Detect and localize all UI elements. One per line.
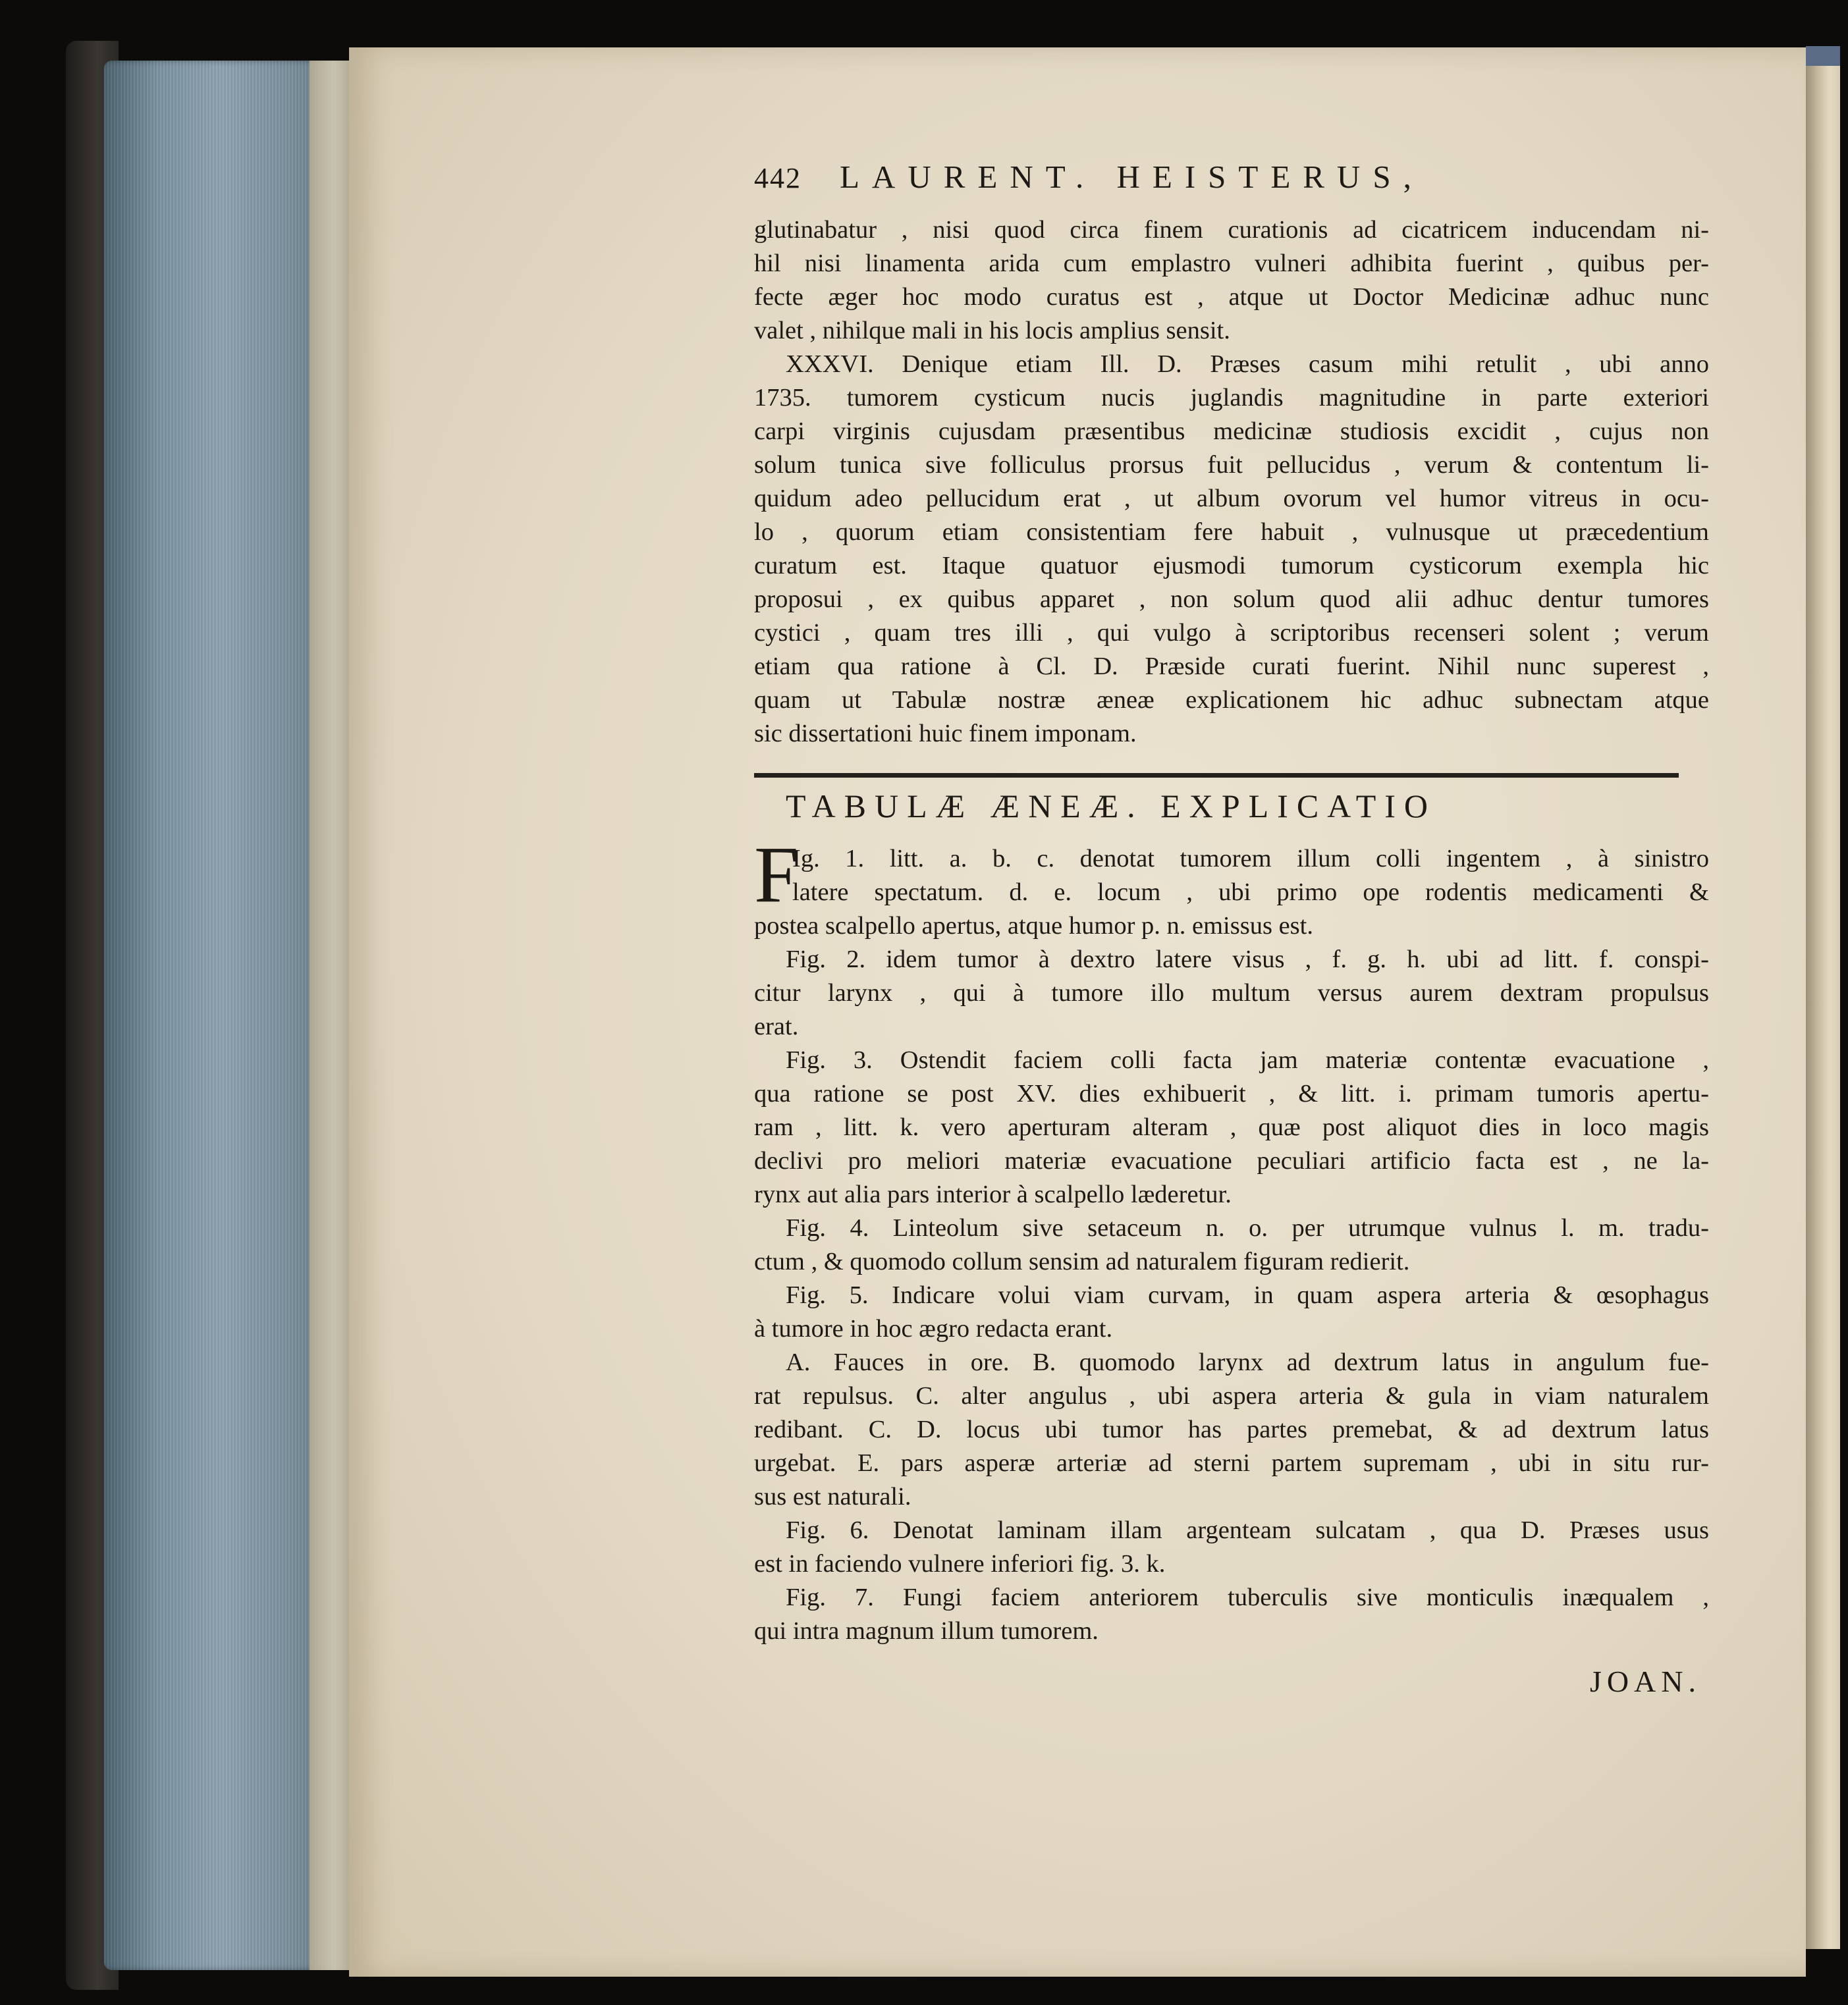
facing-page-edge [1806, 46, 1840, 1949]
paragraph-conclusion [754, 213, 1709, 348]
text-line: solum tunica sive folliculus prorsus fuit pellucidus , verum & contentum li- [754, 451, 1709, 479]
text-line: ctum , & quomodo collum sensim ad naturalem figuram redierit. [754, 1248, 1410, 1275]
facing-page-corner [1806, 46, 1840, 66]
letter-legend [754, 1346, 1709, 1514]
text-line: citur larynx , qui à tumore illo multum versus aurem dextram propulsus [754, 979, 1709, 1007]
text-line: rynx aut alia pars interior à scalpello læderetur. [754, 1181, 1232, 1208]
text-line: sus est naturali. [754, 1483, 911, 1510]
catchword: JOAN. [1589, 1665, 1701, 1698]
text-line: A. Fauces in ore. B. quomodo larynx ad dextrum latus in angulum fue- [786, 1349, 1709, 1376]
text-line: rat repulsus. C. alter angulus , ubi aspera arteria & gula in viam naturalem [754, 1382, 1709, 1410]
page-header [754, 158, 1709, 213]
fig-4-description [754, 1212, 1709, 1279]
text-line: est in faciendo vulnere inferiori fig. 3. k. [754, 1550, 1166, 1578]
text-line: carpi virginis cujusdam præsentibus medicinæ studiosis excidit , cujus non [754, 417, 1709, 445]
text-line: redibant. C. D. locus ubi tumor has partes premebat, & ad dextrum latus [754, 1416, 1709, 1443]
text-line: erat. [754, 1013, 799, 1040]
text-line: Fig. 5. Indicare volui viam curvam, in quam aspera arteria & œsophagus [786, 1281, 1709, 1309]
text-line: lo , quorum etiam consistentiam fere habuit , vulnusque ut præcedentium [754, 518, 1709, 546]
text-line: qua ratione se post XV. dies exhibuerit , & litt. i. primam tumoris apertu- [754, 1080, 1709, 1108]
page-content [754, 158, 1709, 1699]
text-line: postea scalpello apertus, atque humor p. n. emissus est. [754, 912, 1313, 940]
section-rule [754, 773, 1679, 778]
text-line: quidum adeo pellucidum erat , ut album ovorum vel humor vitreus in ocu- [754, 485, 1709, 512]
section-title: TABULÆ ÆNEÆ. EXPLICATIO [786, 788, 1437, 824]
fig-3-description [754, 1044, 1709, 1212]
text-line: etiam qua ratione à Cl. D. Præside curati fuerint. Nihil nunc superest , [754, 653, 1709, 680]
text-line: Fig. 2. idem tumor à dextro latere visus , f. g. h. ubi ad litt. f. conspi- [786, 946, 1709, 973]
fig-5-description [754, 1279, 1709, 1346]
text-line: valet , nihilque mali in his locis amplius sensit. [754, 317, 1230, 344]
text-line: Fig. 4. Linteolum sive setaceum n. o. per utrumque vulnus l. m. tradu- [786, 1214, 1709, 1242]
text-line: glutinabatur , nisi quod circa finem curationis ad cicatricem inducendam ni- [754, 216, 1709, 244]
text-line: sic dissertationi huic finem imponam. [754, 720, 1137, 747]
running-head: LAURENT. HEISTERUS, [840, 159, 1424, 195]
text-line: 1735. tumorem cysticum nucis juglandis magnitudine in parte exteriori [754, 384, 1709, 412]
text-line: à tumore in hoc ægro redacta erant. [754, 1315, 1113, 1343]
page-number: 442 [754, 162, 802, 194]
text-line: fecte æger hoc modo curatus est , atque ut Doctor Medicinæ adhuc nunc [754, 283, 1709, 311]
text-line: proposui , ex quibus apparet , non solum quod alii adhuc dentur tumores [754, 585, 1709, 613]
text-line: cystici , quam tres illi , qui vulgo à scriptoribus recenseri solent ; verum [754, 619, 1709, 647]
text-line: curatum est. Itaque quatuor ejusmodi tumorum cysticorum exempla hic [754, 552, 1709, 579]
page-stack-edge [310, 61, 349, 1970]
fig-2-description [754, 943, 1709, 1044]
fig-7-description [754, 1581, 1709, 1648]
text-line: latere spectatum. d. e. locum , ubi primo ope rodentis medicamenti & [792, 878, 1709, 906]
text-line: ram , litt. k. vero aperturam alteram , quæ post aliquot dies in loco magis [754, 1113, 1709, 1141]
text-line: declivi pro meliori materiæ evacuatione peculiari artificio facta est , ne la- [754, 1147, 1709, 1175]
text-line: XXXVI. Denique etiam Ill. D. Præses casum mihi retulit , ubi anno [786, 350, 1709, 378]
text-line: urgebat. E. pars asperæ arteriæ ad sterni partem supremam , ubi in situ rur- [754, 1449, 1709, 1477]
text-line: qui intra magnum illum tumorem. [754, 1617, 1099, 1645]
text-line: quam ut Tabulæ nostræ æneæ explicationem hic adhuc subnectam atque [754, 686, 1709, 714]
drop-cap: F [754, 830, 799, 919]
text-line: hil nisi linamenta arida cum emplastro vulneri adhibita fuerint , quibus per- [754, 250, 1709, 277]
text-line: Fig. 6. Denotat laminam illam argenteam sulcatam , qua D. Præses usus [786, 1516, 1709, 1544]
paragraph-xxxvi [754, 348, 1709, 751]
fig-6-description [754, 1514, 1709, 1581]
text-line: Fig. 7. Fungi faciem anteriorem tuberculis sive monticulis inæqualem , [786, 1584, 1709, 1611]
fig-1-description [754, 830, 1709, 943]
text-line: Ig. 1. litt. a. b. c. denotat tumorem illum colli ingentem , à sinistro [792, 845, 1709, 872]
text-line: Fig. 3. Ostendit faciem colli facta jam materiæ contentæ evacuatione , [786, 1046, 1709, 1074]
